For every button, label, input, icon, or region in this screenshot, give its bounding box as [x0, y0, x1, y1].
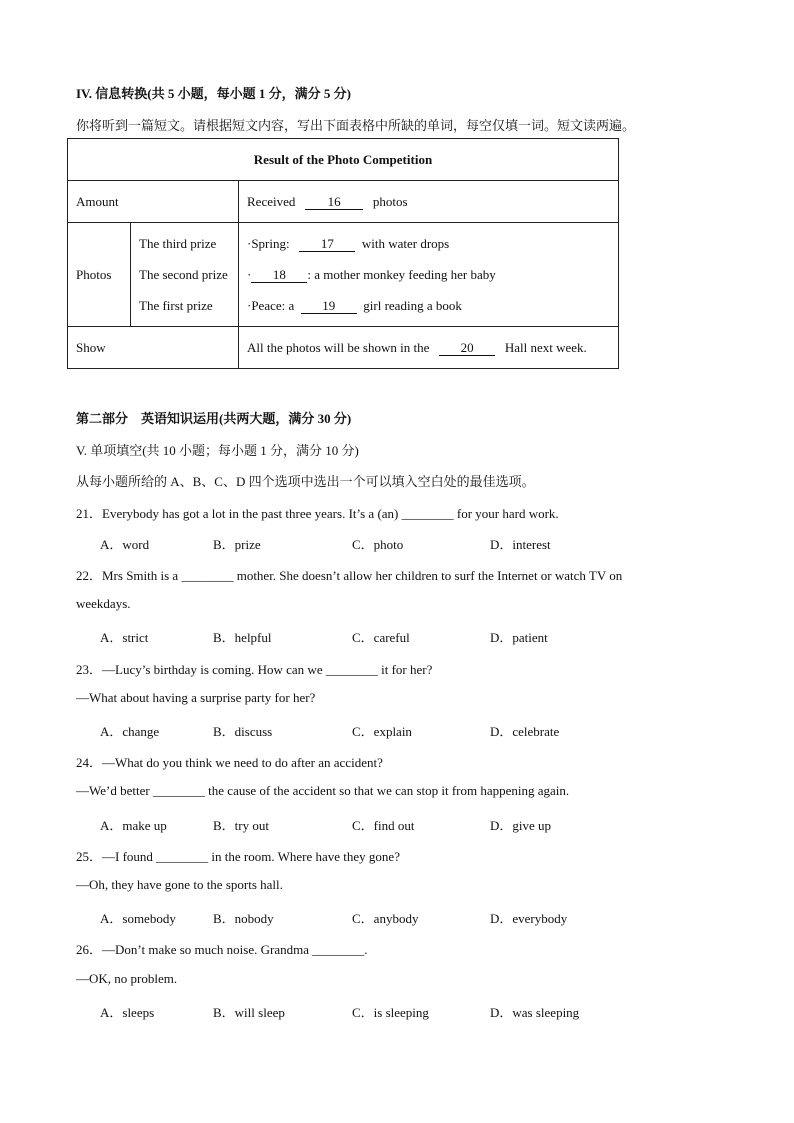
option-a[interactable]: A．change	[100, 724, 160, 739]
blank-17: 17	[299, 237, 355, 252]
question-24: 24．—What do you think we need to do after an accident?	[76, 755, 383, 770]
photo-competition-table	[67, 138, 619, 369]
option-a[interactable]: A．word	[100, 537, 150, 552]
option-a[interactable]: A．somebody	[100, 911, 176, 926]
prize-post: : a mother monkey feeding her baby	[307, 267, 496, 282]
section-instruction: 你将听到一篇短文。请根据短文内容，写出下面表格中所缺的单词，每空仅填一词。短文读两遍。	[76, 118, 636, 133]
option-a[interactable]: A．strict	[100, 630, 149, 645]
option-b[interactable]: B．nobody	[213, 911, 274, 926]
prize-pre: ·Spring:	[247, 236, 290, 251]
question-24-reply: —We’d better ________ the cause of the accident so that we can stop it from happening again.	[76, 783, 570, 798]
prize-pre: ·Peace: a	[247, 298, 295, 313]
question-23-reply: —What about having a surprise party for her?	[76, 690, 316, 705]
section-instruction: 从每小题所给的 A、B、C、D 四个选项中选出一个可以填入空白处的最佳选项。	[76, 474, 535, 489]
question-21: 21．Everybody has got a lot in the past three years. It’s a (an) ________ for your hard work.	[76, 506, 559, 521]
amount-cell	[239, 181, 619, 223]
prize-text-first	[247, 290, 610, 321]
section-title: V. 单项填空(共 10 小题；每小题 1 分，满分 10 分)	[76, 443, 359, 458]
table-row	[68, 223, 619, 327]
prize-second: The second prize	[139, 267, 228, 282]
amount-label: Amount	[68, 181, 239, 223]
prize-third: The third prize	[139, 236, 217, 251]
blank-20: 20	[439, 341, 495, 356]
question-26-reply: —OK, no problem.	[76, 971, 178, 986]
prize-pre: ·	[247, 267, 252, 282]
question-22-cont: weekdays.	[76, 596, 131, 611]
table-caption: Result of the Photo Competition	[68, 139, 619, 181]
prize-first: The first prize	[139, 298, 213, 313]
question-26: 26．—Don’t make so much noise. Grandma ________.	[76, 942, 368, 957]
prize-post: with water drops	[361, 236, 450, 251]
show-label: Show	[68, 327, 239, 369]
amount-pre: Received	[247, 193, 296, 209]
option-c[interactable]: C．anybody	[352, 911, 419, 926]
show-pre: All the photos will be shown in the	[247, 339, 430, 355]
table-row	[68, 181, 619, 223]
option-d[interactable]: D．was sleeping	[490, 1005, 580, 1020]
option-d[interactable]: D．interest	[490, 537, 551, 552]
prize-text-third	[247, 228, 610, 259]
option-c[interactable]: C．careful	[352, 630, 410, 645]
option-d[interactable]: D．patient	[490, 630, 548, 645]
option-b[interactable]: B．discuss	[213, 724, 273, 739]
option-b[interactable]: B．helpful	[213, 630, 272, 645]
show-cell	[239, 327, 619, 369]
option-b[interactable]: B．will sleep	[213, 1005, 285, 1020]
option-c[interactable]: C．photo	[352, 537, 404, 552]
part-title: 第二部分 英语知识运用(共两大题，满分 30 分)	[76, 411, 352, 426]
prize-post: girl reading a book	[363, 298, 462, 313]
prize-list	[131, 223, 239, 327]
amount-post: photos	[372, 193, 408, 209]
section-title: IV. 信息转换(共 5 小题，每小题 1 分，满分 5 分)	[76, 86, 351, 101]
show-post: Hall next week.	[504, 339, 587, 355]
option-d[interactable]: D．celebrate	[490, 724, 560, 739]
option-b[interactable]: B．prize	[213, 537, 261, 552]
photos-label: Photos	[68, 223, 131, 327]
option-c[interactable]: C．is sleeping	[352, 1005, 429, 1020]
prize-text-second	[247, 259, 610, 290]
blank-19: 19	[301, 299, 357, 314]
option-a[interactable]: A．make up	[100, 818, 167, 833]
option-d[interactable]: D．everybody	[490, 911, 568, 926]
option-d[interactable]: D．give up	[490, 818, 552, 833]
option-c[interactable]: C．explain	[352, 724, 412, 739]
option-a[interactable]: A．sleeps	[100, 1005, 155, 1020]
blank-18: 18	[251, 268, 307, 283]
prize-descriptions	[239, 223, 619, 327]
blank-16: 16	[305, 195, 363, 210]
option-b[interactable]: B．try out	[213, 818, 269, 833]
table-row	[68, 327, 619, 369]
question-25: 25．—I found ________ in the room. Where have they gone?	[76, 849, 400, 864]
question-25-reply: —Oh, they have gone to the sports hall.	[76, 877, 283, 892]
option-c[interactable]: C．find out	[352, 818, 415, 833]
question-22: 22．Mrs Smith is a ________ mother. She doesn’t allow her children to surf the Internet or watch TV on	[76, 568, 623, 583]
question-23: 23．—Lucy’s birthday is coming. How can we ________ it for her?	[76, 662, 433, 677]
